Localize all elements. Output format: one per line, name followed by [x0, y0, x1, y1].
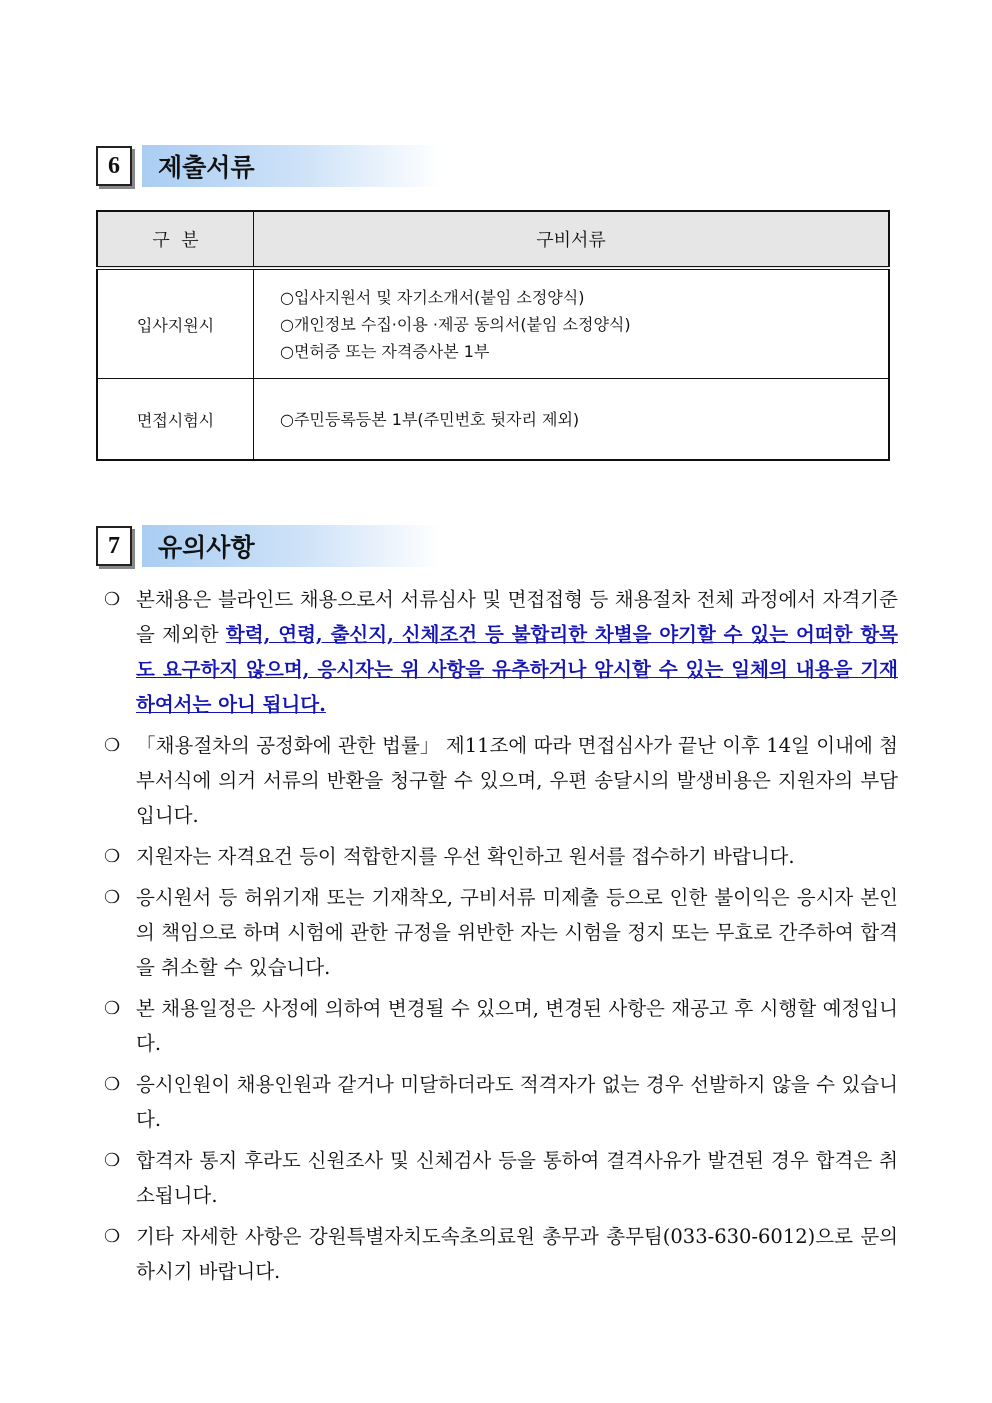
table-header-documents: 구비서류 [254, 211, 890, 268]
list-item [104, 582, 898, 722]
document-item: ○면허증 또는 자격증사본 1부 [280, 341, 490, 361]
documents-table [96, 210, 890, 461]
note-text [136, 582, 898, 722]
list-item [104, 1143, 898, 1213]
note-text-emphasis: 학력, 연령, 출신지, 신체조건 등 불합리한 차별을 야기할 수 있는 어떠한 항목도 요구하지 않으며, 응시자는 위 사항을 유추하거나 암시할 수 있는 일체의 내용을 기재하여서는 아니 됩니다. [136, 623, 899, 716]
notes-list [104, 582, 898, 1295]
table-cell-category: 면접시험시 [97, 379, 254, 461]
document-item: ○개인정보 수집·이용 ·제공 동의서(붙임 소정양식) [280, 314, 631, 334]
list-item [104, 991, 898, 1061]
section-7-heading [96, 524, 442, 568]
circle-bullet-icon: ❍ [104, 887, 121, 908]
table-row [97, 268, 889, 379]
note-text: 응시인원이 채용인원과 같거나 미달하더라도 적격자가 없는 경우 선발하지 않을 수 있습니다. [136, 1073, 898, 1131]
list-item [104, 728, 898, 833]
note-text: 기타 자세한 사항은 강원특별자치도속초의료원 총무과 총무팀(033-630-6012)으로 문의하시기 바랍니다. [136, 1225, 898, 1283]
note-text: 합격자 통지 후라도 신원조사 및 신체검사 등을 통하여 결격사유가 발견된 경우 합격은 취소됩니다. [136, 1149, 898, 1207]
circle-bullet-icon: ❍ [104, 1150, 121, 1171]
circle-bullet-icon: ❍ [104, 1074, 121, 1095]
document-item: ○입사지원서 및 자기소개서(붙임 소정양식) [280, 287, 585, 307]
list-item [104, 1067, 898, 1137]
note-text-plain: 본채용은 블라인드 채용으로서 서류심사 및 면접접형 등 채용절차 전체 과정에서 자격기준을 제외한 [136, 588, 898, 646]
note-text: 「채용절차의 공정화에 관한 법률」 제11조에 따라 면접심사가 끝난 이후 14일 이내에 첨부서식에 의거 서류의 반환을 청구할 수 있으며, 우편 송달시의 발생비용은 지원자의 부담입니다. [136, 734, 898, 827]
note-text: 응시원서 등 허위기재 또는 기재착오, 구비서류 미제출 등으로 인한 불이익은 응시자 본인의 책임으로 하며 시험에 관한 규정을 위반한 자는 시험을 정지 또는 무효로 간주하여 합격을 취소할 수 있습니다. [136, 886, 898, 979]
section-number: 6 [96, 146, 132, 186]
section-title: 유의사항 [142, 525, 442, 567]
table-row [97, 379, 889, 461]
note-text: 본 채용일정은 사정에 의하여 변경될 수 있으며, 변경된 사항은 재공고 후 시행할 예정입니다. [136, 997, 898, 1055]
circle-bullet-icon: ❍ [104, 1226, 121, 1247]
list-item [104, 1219, 898, 1289]
document-item: ○주민등록등본 1부(주민번호 뒷자리 제외) [280, 409, 580, 429]
circle-bullet-icon: ❍ [104, 846, 121, 867]
table-cell-documents [254, 379, 890, 461]
circle-bullet-icon: ❍ [104, 589, 121, 610]
section-number: 7 [96, 526, 132, 566]
table-cell-category: 입사지원시 [97, 268, 254, 379]
table-header-category: 구 분 [97, 211, 254, 268]
list-item [104, 839, 898, 874]
table-cell-documents [254, 268, 890, 379]
note-text: 지원자는 자격요건 등이 적합한지를 우선 확인하고 원서를 접수하기 바랍니다. [136, 845, 795, 868]
circle-bullet-icon: ❍ [104, 998, 121, 1019]
circle-bullet-icon: ❍ [104, 735, 121, 756]
list-item [104, 880, 898, 985]
section-title: 제출서류 [142, 145, 442, 187]
section-6-heading [96, 144, 442, 188]
